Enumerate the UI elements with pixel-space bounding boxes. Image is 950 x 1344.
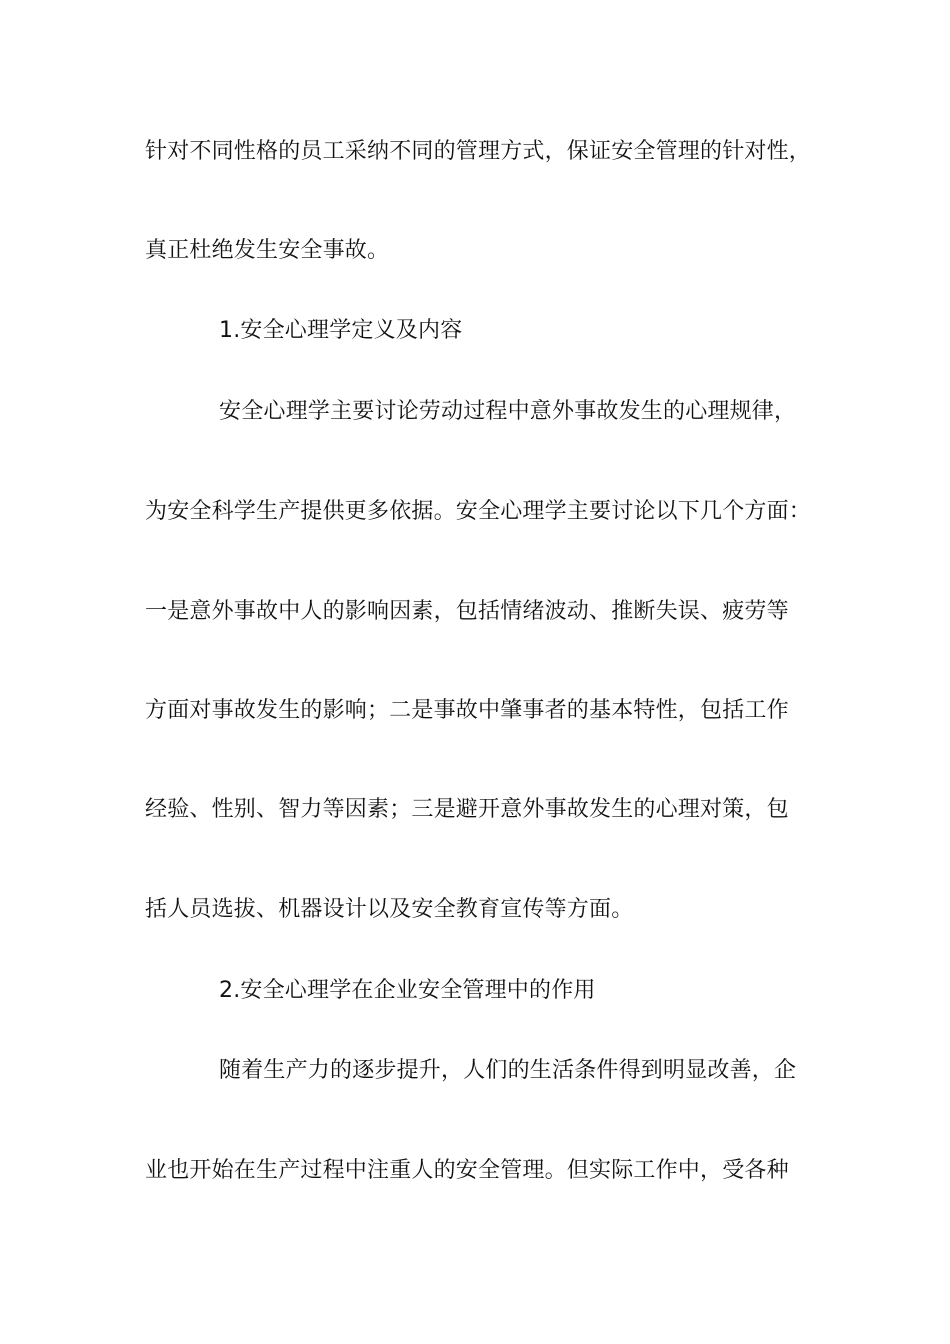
body-text-line: 业也开始在生产过程中注重人的安全管理。但实际工作中，受各种 xyxy=(145,1158,789,1183)
body-text-line: 针对不同性格的员工采纳不同的管理方式，保证安全管理的针对性， xyxy=(145,139,812,164)
paragraph-first-line: 随着生产力的逐步提升，人们的生活条件得到明显改善，企 xyxy=(219,1058,797,1083)
body-text-line: 括人员选拔、机器设计以及安全教育宣传等方面。 xyxy=(145,897,634,922)
body-text-line: 真正杜绝发生安全事故。 xyxy=(145,238,390,263)
body-text-line: 为安全科学生产提供更多依据。安全心理学主要讨论以下几个方面： xyxy=(145,499,812,524)
paragraph-first-line: 安全心理学主要讨论劳动过程中意外事故发生的心理规律， xyxy=(219,399,797,424)
body-text-line: 经验、性别、智力等因素；三是避开意外事故发生的心理对策，包 xyxy=(145,797,789,822)
section-heading-1: 1.安全心理学定义及内容 xyxy=(219,318,463,343)
section-heading-2: 2.安全心理学在企业安全管理中的作用 xyxy=(219,978,596,1003)
body-text-line: 一是意外事故中人的影响因素，包括情绪波动、推断失误、疲劳等 xyxy=(145,599,789,624)
body-text-line: 方面对事故发生的影响；二是事故中肇事者的基本特性，包括工作 xyxy=(145,698,789,723)
